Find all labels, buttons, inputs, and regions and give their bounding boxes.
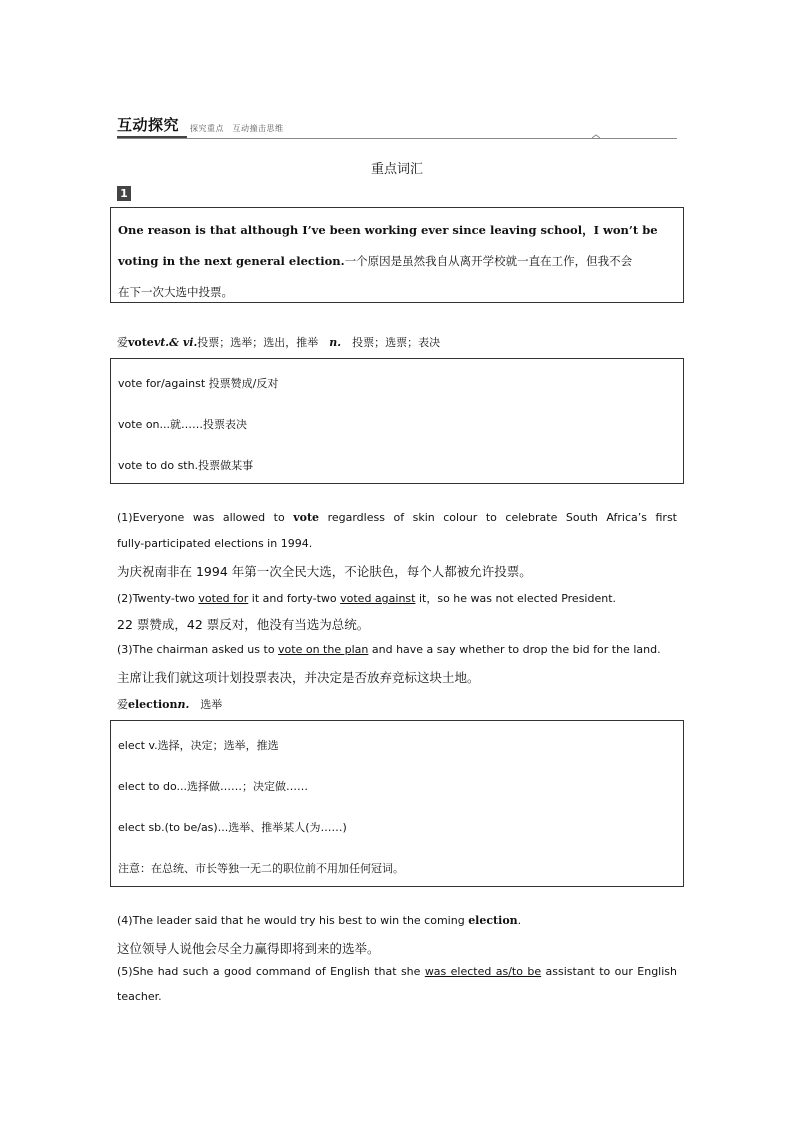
key-sentence-cn-2: 在下一次大选中投票。 [118,285,233,299]
example-5-line-2: teacher. [117,990,162,1003]
key-sentence-line-1 [118,215,675,246]
example-1-line-1: (1)Everyone was allowed to vote regardless of skin colour to celebrate South Africa’s first [117,511,678,524]
example-5-line-1: (5)She had such a good command of English that she was elected as/to be assistant to our English [117,965,677,978]
word-entry-election [117,696,222,712]
example-3-translation: 主席让我们就这项计划投票表决，并决定是否放弃竞标这块土地。 [117,670,480,685]
key-sentence-line-3 [118,277,675,308]
header-notch-icon [592,134,600,140]
example-4-translation: 这位领导人说他会尽全力赢得即将到来的选举。 [117,941,380,956]
example-2-translation: 22 票赞成，42 票反对，他没有当选为总统。 [117,617,370,632]
word-meaning-2: 投票；选票；表决 [352,336,441,349]
key-sentence-en-1: One reason is that although I’ve been working ever since leaving school，I won’t be [118,223,658,237]
word-marker: 爱 [117,336,128,349]
phrase-item: elect v.选择，决定；选举，推选 [118,739,279,752]
part-of-speech: vt.& vi. [153,336,198,349]
item-number-badge: 1 [117,186,131,201]
example-1-line-2: fully-participated elections in 1994. [117,537,313,550]
phrase-item: elect to do...选择做……；决定做…… [118,780,308,793]
word-entry-vote [117,334,440,350]
word-marker: 爱 [117,698,128,711]
section-header-title: 互动探究 [117,116,180,134]
section-header-subtitle: 探究重点 互动撞击思维 [190,124,284,133]
key-sentence-cn-1: 一个原因是虽然我自从离开学校就一直在工作，但我不会 [344,254,633,268]
election-phrases-box [110,720,684,887]
phrase-item: elect sb.(to be/as)...选举、推举某人(为……) [118,821,347,834]
key-sentence-en-2: voting in the next general election. [118,254,345,268]
note-item: 注意：在总统、市长等独一无二的职位前不用加任何冠词。 [118,862,404,875]
phrase-item: vote to do sth.投票做某事 [118,459,254,472]
example-3: (3)The chairman asked us to vote on the plan and have a say whether to drop the bid for the land. [117,643,661,656]
part-of-speech: n. [177,698,190,711]
example-4: (4)The leader said that he would try his best to win the coming election. [117,914,522,927]
word-meaning: 投票；选举；选出，推举 [197,336,319,349]
phrase-item: vote on...就……投票表决 [118,418,248,431]
example-2: (2)Twenty-two voted for it and forty-two voted against it，so he was not elected President. [117,592,617,605]
key-sentence-box [110,207,684,303]
part-of-speech-2: n. [329,336,342,349]
vote-phrases-box [110,358,684,484]
page-title: 重点词汇 [370,162,423,177]
word-meaning: 选举 [200,698,223,711]
example-1-translation: 为庆祝南非在 1994 年第一次全民大选，不论肤色，每个人都被允许投票。 [117,564,532,579]
headword: vote [128,336,154,349]
headword: election [128,698,178,711]
key-sentence-line-2 [118,246,675,277]
phrase-item: vote for/against 投票赞成/反对 [118,377,279,390]
